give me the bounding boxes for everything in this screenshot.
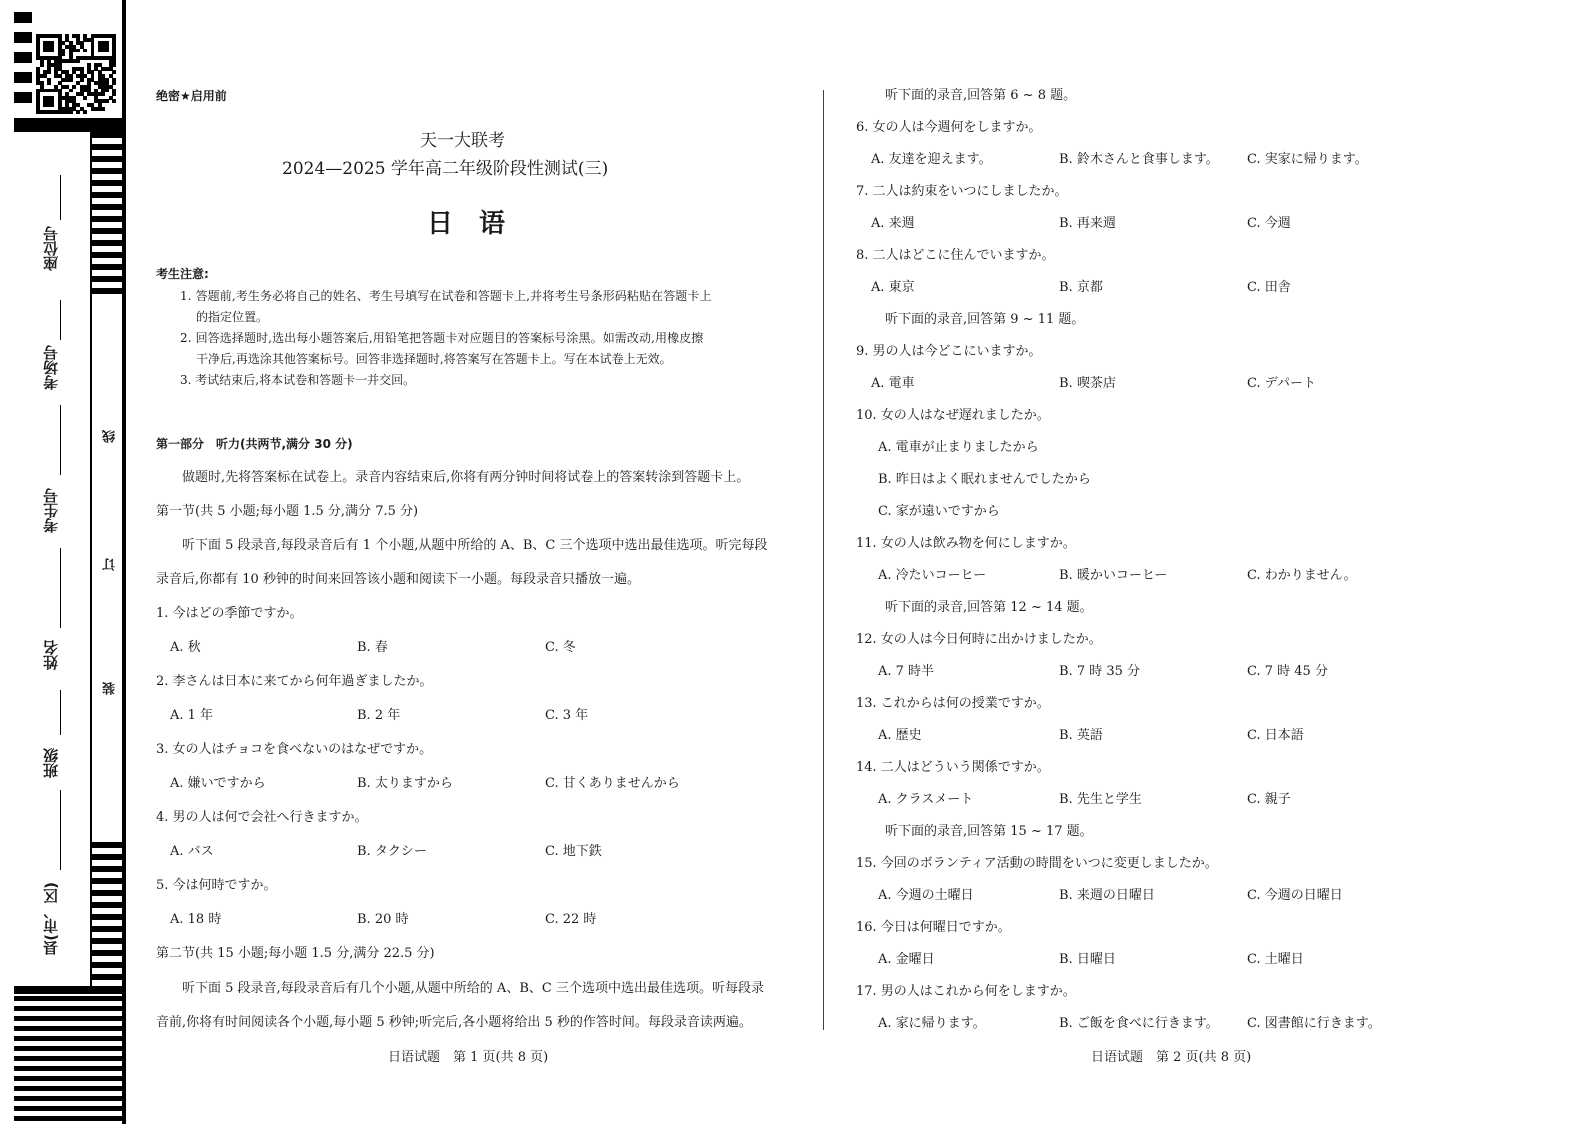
binding-stripe <box>14 1076 126 1081</box>
binding-stripe <box>90 240 122 246</box>
binding-strip <box>0 0 135 1138</box>
binding-stripe <box>90 192 122 198</box>
question-line: 14. 二人はどういう関係ですか。 <box>856 760 1050 775</box>
exam-org: 天一大联考 <box>420 131 505 151</box>
field-exam-room: 考场号 <box>42 345 60 390</box>
binding-stripe <box>14 92 32 103</box>
binding-stripe <box>14 1116 126 1121</box>
page1-footer: 日语试题 第 1 页(共 8 页) <box>388 1050 549 1065</box>
qr-module <box>101 92 105 96</box>
option-line: C. 家が遠いですから <box>878 504 1000 519</box>
notice-line: 1. 答题前,考生务必将自己的姓名、考生号填写在试卷和答题卡上,并将考生号条形码粘贴在答题卡上 <box>180 289 712 303</box>
binding-stripe <box>14 52 32 63</box>
option-b: B. 京都 <box>1059 280 1103 295</box>
option-line: B. 昨日はよく眠れませんでしたから <box>878 472 1091 487</box>
option-a: A. 1 年 <box>170 708 214 723</box>
qr-module <box>72 85 76 89</box>
option-c: C. 地下鉄 <box>545 844 602 859</box>
field-line <box>60 300 61 340</box>
option-c: C. わかりません。 <box>1247 568 1357 583</box>
option-a: A. 18 時 <box>170 912 222 927</box>
option-a: A. 金曜日 <box>878 952 935 967</box>
qr-module <box>51 103 55 107</box>
question-line: 16. 今日は何曜日ですか。 <box>856 920 1011 935</box>
binding-stripe <box>90 854 122 860</box>
option-c: C. デパート <box>1247 376 1316 391</box>
option-b: B. 英語 <box>1059 728 1103 743</box>
option-b: B. 再来週 <box>1059 216 1116 231</box>
option-c: C. 3 年 <box>545 708 589 723</box>
option-a: A. 7 時半 <box>878 664 935 679</box>
option-b: B. 2 年 <box>357 708 401 723</box>
option-a: A. 東京 <box>871 280 915 295</box>
section2-instructions: 音前,你将有时间阅读各个小题,每小题 5 秒钟;听完后,各小题将给出 5 秒的作答时间。每段录音读两遍。 <box>156 1015 752 1030</box>
section1-title: 第一节(共 5 小题;每小题 1.5 分,满分 7.5 分) <box>156 504 419 519</box>
column-divider <box>823 90 824 1030</box>
option-a: A. 秋 <box>170 640 201 655</box>
binding-stripe <box>90 842 122 848</box>
qr-module <box>40 63 44 67</box>
audio-intro: 听下面的录音,回答第 15 ~ 17 题。 <box>885 824 1093 839</box>
option-b: B. タクシー <box>357 844 427 859</box>
seal-line-char: 线 <box>103 430 118 443</box>
binding-stripe <box>14 1086 126 1091</box>
option-a: A. 冷たいコーヒー <box>878 568 987 583</box>
option-a: A. 来週 <box>871 216 915 231</box>
binding-stripe <box>90 204 122 210</box>
option-b: B. 来週の日曜日 <box>1059 888 1155 903</box>
option-c: C. 田舎 <box>1247 280 1291 295</box>
binding-stripe <box>14 1056 126 1061</box>
binding-stripe <box>14 1006 126 1011</box>
option-line: A. 電車が止まりましたから <box>878 440 1039 455</box>
question-line: 8. 二人はどこに住んでいますか。 <box>856 248 1055 263</box>
binding-stripe <box>90 926 122 932</box>
option-c: C. 親子 <box>1247 792 1291 807</box>
question-5: 5. 今は何時ですか。 <box>156 878 277 893</box>
option-a: A. 電車 <box>871 376 915 391</box>
option-a: A. 歴史 <box>878 728 922 743</box>
option-b: B. 先生と学生 <box>1059 792 1142 807</box>
option-b: B. ご飯を食べに行きます。 <box>1059 1016 1219 1031</box>
binding-bar-right <box>122 0 126 1124</box>
field-line <box>60 405 61 475</box>
binding-stripe <box>90 950 122 956</box>
binding-stripe <box>90 156 122 162</box>
audio-intro: 听下面的录音,回答第 6 ~ 8 题。 <box>885 88 1077 103</box>
section2-title: 第二节(共 15 小题;每小题 1.5 分,满分 22.5 分) <box>156 946 435 961</box>
option-a: A. 友達を迎えます。 <box>871 152 992 167</box>
option-b: B. 鈴木さんと食事します。 <box>1059 152 1219 167</box>
question-2: 2. 李さんは日本に来てから何年過ぎましたか。 <box>156 674 433 689</box>
qr-module <box>112 99 116 103</box>
binding-stripe <box>14 1026 126 1031</box>
field-class: 班级 <box>42 748 60 778</box>
binding-stripe <box>90 890 122 896</box>
option-c: C. 冬 <box>545 640 576 655</box>
seal-bind-char: 订 <box>103 558 118 571</box>
notice-line: 干净后,再选涂其他答案标号。回答非选择题时,将答案写在答题卡上。写在本试卷上无效。 <box>196 352 672 366</box>
binding-stripe <box>90 974 122 980</box>
option-b: B. 春 <box>357 640 388 655</box>
option-b: B. 暖かいコーヒー <box>1059 568 1168 583</box>
binding-stripe <box>14 32 32 43</box>
field-line <box>60 690 61 735</box>
question-line: 11. 女の人は飲み物を何にしますか。 <box>856 536 1076 551</box>
field-line <box>60 175 61 220</box>
binding-stripe <box>90 914 122 920</box>
binding-stripe <box>14 1036 126 1041</box>
seal-pack-char: 装 <box>103 682 118 695</box>
option-a: A. バス <box>170 844 214 859</box>
option-a: A. 嫌いですから <box>170 776 266 791</box>
binding-stripe <box>90 180 122 186</box>
field-line <box>60 790 61 870</box>
qr-module <box>83 49 87 53</box>
qr-module <box>105 99 109 103</box>
qr-module <box>47 70 51 74</box>
section1-instructions: 听下面 5 段录音,每段录音后有 1 个小题,从题中所给的 A、B、C 三个选项中选出最佳选项。听完每段 <box>182 538 768 553</box>
exam-title: 2024—2025 学年高二年级阶段性测试(三) <box>282 159 609 179</box>
option-c: C. 甘くありませんから <box>545 776 680 791</box>
qr-module <box>76 110 80 114</box>
option-c: C. 22 時 <box>545 912 597 927</box>
question-line: 15. 今回のボランティア活動の時間をいつに変更しましたか。 <box>856 856 1218 871</box>
qr-module <box>101 107 105 111</box>
question-line: 17. 男の人はこれから何をしますか。 <box>856 984 1076 999</box>
binding-stripe <box>14 996 126 1001</box>
section1-instructions: 录音后,你都有 10 秒钟的时间来回答该小题和阅读下一小题。每段录音只播放一遍。 <box>156 572 640 587</box>
binding-stripe <box>90 866 122 872</box>
notice-line: 2. 回答选择题时,选出每小题答案后,用铅笔把答题卡对应题目的答案标号涂黑。如需改动,用橡皮擦 <box>180 331 704 345</box>
binding-stripe <box>14 1016 126 1021</box>
field-line <box>60 548 61 628</box>
qr-module <box>112 81 116 85</box>
option-b: B. 日曜日 <box>1059 952 1116 967</box>
binding-stripe <box>90 228 122 234</box>
notice-title: 考生注意: <box>156 267 209 281</box>
option-a: A. 家に帰ります。 <box>878 1016 986 1031</box>
option-c: C. 図書館に行きます。 <box>1247 1016 1381 1031</box>
question-line: 9. 男の人は今どこにいますか。 <box>856 344 1042 359</box>
qr-code <box>36 34 116 114</box>
qr-module <box>105 49 109 53</box>
option-c: C. 実家に帰ります。 <box>1247 152 1368 167</box>
option-a: A. クラスメート <box>878 792 974 807</box>
binding-rule <box>90 132 92 986</box>
binding-stripe <box>90 144 122 150</box>
audio-intro: 听下面的录音,回答第 12 ~ 14 题。 <box>885 600 1093 615</box>
binding-stripe <box>14 72 32 83</box>
question-line: 12. 女の人は今日何時に出かけましたか。 <box>856 632 1102 647</box>
question-line: 10. 女の人はなぜ遅れましたか。 <box>856 408 1050 423</box>
binding-stripe <box>90 168 122 174</box>
secret-label: 绝密★启用前 <box>156 89 227 103</box>
binding-stripe <box>14 12 32 23</box>
question-line: 7. 二人は約束をいつにしましたか。 <box>856 184 1068 199</box>
option-c: C. 7 時 45 分 <box>1247 664 1328 679</box>
binding-stripe <box>14 1046 126 1051</box>
binding-stripe <box>90 264 122 270</box>
option-c: C. 土曜日 <box>1247 952 1304 967</box>
question-1: 1. 今はどの季節ですか。 <box>156 606 303 621</box>
qr-module <box>51 49 55 53</box>
qr-module <box>112 63 116 67</box>
binding-stripe <box>90 962 122 968</box>
option-c: C. 今週の日曜日 <box>1247 888 1343 903</box>
qr-module <box>76 59 80 63</box>
binding-bar-top <box>14 118 126 132</box>
binding-stripe <box>90 276 122 282</box>
notice-line: 3. 考试结束后,将本试卷和答题卡一并交回。 <box>180 373 416 387</box>
qr-module <box>83 96 87 100</box>
qr-module <box>69 78 73 82</box>
binding-stripe <box>90 132 122 138</box>
section2-instructions: 听下面 5 段录音,每段录音后有几个小题,从题中所给的 A、B、C 三个选项中选出最佳选项。听每段录 <box>182 981 764 996</box>
option-b: B. 喫茶店 <box>1059 376 1116 391</box>
qr-module <box>47 81 51 85</box>
question-3: 3. 女の人はチョコを食べないのはなぜですか。 <box>156 742 433 757</box>
binding-stripe <box>90 902 122 908</box>
qr-module <box>61 52 65 56</box>
qr-module <box>83 110 87 114</box>
binding-stripe <box>90 938 122 944</box>
qr-module <box>112 70 116 74</box>
option-b: B. 7 時 35 分 <box>1059 664 1141 679</box>
part1-instructions: 做题时,先将答案标在试卷上。录音内容结束后,你将有两分钟时间将试卷上的答案转涂到答题卡上。 <box>182 470 750 485</box>
field-county: 县(市、区) <box>42 882 60 956</box>
binding-stripe <box>90 216 122 222</box>
part1-title: 第一部分 听力(共两节,满分 30 分) <box>156 437 353 451</box>
subject-title: 日 语 <box>427 209 506 239</box>
binding-stripe <box>14 1106 126 1111</box>
option-c: C. 日本語 <box>1247 728 1304 743</box>
question-line: 13. これからは何の授業ですか。 <box>856 696 1050 711</box>
notice-line: 的指定位置。 <box>196 310 269 324</box>
binding-stripe <box>14 1066 126 1071</box>
question-4: 4. 男の人は何で会社へ行きますか。 <box>156 810 368 825</box>
qr-module <box>69 110 73 114</box>
binding-block-bottom <box>14 986 126 994</box>
question-line: 6. 女の人は今週何をしますか。 <box>856 120 1042 135</box>
binding-stripe <box>90 288 122 294</box>
binding-stripe <box>90 252 122 258</box>
field-name: 姓名 <box>42 640 60 670</box>
qr-module <box>112 92 116 96</box>
audio-intro: 听下面的录音,回答第 9 ~ 11 题。 <box>885 312 1085 327</box>
qr-module <box>76 49 80 53</box>
option-c: C. 今週 <box>1247 216 1291 231</box>
option-a: A. 今週の土曜日 <box>878 888 974 903</box>
option-b: B. 太りますから <box>357 776 453 791</box>
qr-module <box>105 89 109 93</box>
qr-module <box>69 89 73 93</box>
field-seat-number: 座位号 <box>42 226 60 271</box>
option-b: B. 20 時 <box>357 912 409 927</box>
binding-stripe <box>90 878 122 884</box>
field-candidate-number: 考生号 <box>42 488 60 533</box>
binding-stripe <box>14 1096 126 1101</box>
qr-module <box>80 78 84 82</box>
page2-footer: 日语试题 第 2 页(共 8 页) <box>1091 1050 1252 1065</box>
